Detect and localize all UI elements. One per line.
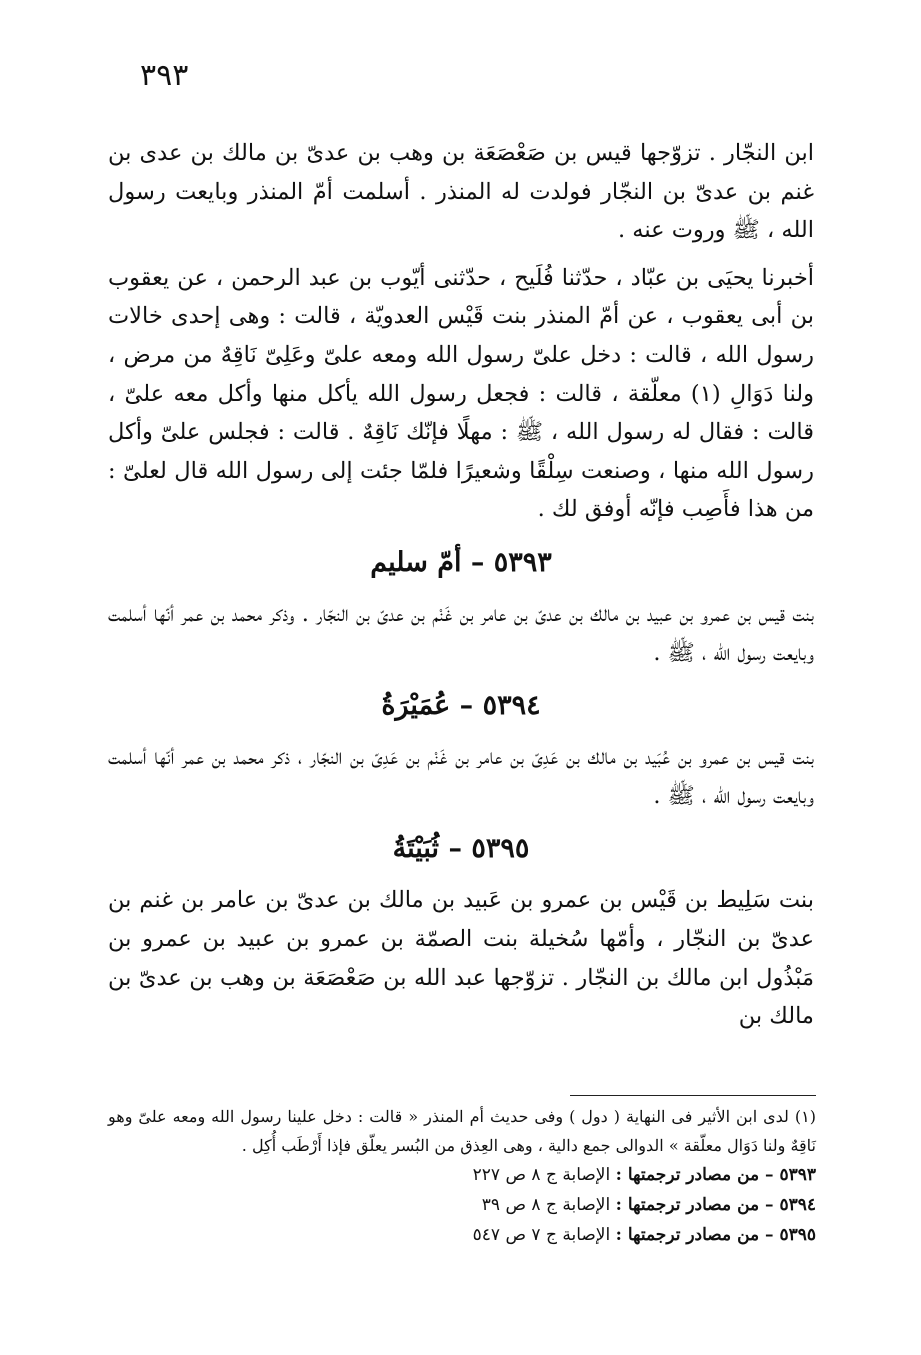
entry-heading-5394: ٥٣٩٤ – عُمَيْرَةُ [381,690,541,722]
footnote: (١) لدى ابن الأثير فى النهاية ( دول ) وفى حديث أم المنذر « قالت : دخل علينا رسول الله ومعه علىّ وهو نَاقِهٌ ولنا دَوَال معلّقة » الدوالى جمع دالية ، وهى العِذق من البُسر يعلّق فإذا أَرْطَب أُكِل . [108,1107,816,1155]
entry-heading-5395: ٥٣٩٥ – ثُبَيْتَةُ [392,833,530,865]
footnote-divider [570,1095,816,1096]
source-line [108,1190,816,1220]
entry-heading-5393: ٥٣٩٣ – أمّ سليم [370,546,552,578]
paragraph: ابن النجّار . تزوّجها قيس بن صَعْصَعَة بن وهب بن عدىّ بن مالك بن عدى بن غنم بن عدىّ بن النجّار فولدت له المنذر . أسلمت أمّ المنذر وبايعت رسول الله ، ﷺ وروت عنه . [108,140,814,244]
source-ref: الإصابة ج ٨ ص ٣٩ [481,1195,611,1215]
source-label: ٥٣٩٣ – من مصادر ترجمتها : [615,1165,816,1185]
source-ref: الإصابة ج ٨ ص ٢٢٧ [472,1165,611,1185]
source-line [108,1220,816,1250]
paragraph: بنت سَلِيط بن قَيْس بن عمرو بن عَبيد بن مالك بن عدىّ بن عامر بن غنم بن عدىّ بن النجّار ، وأمّها سُخيلة بنت الصمّة بن عمرو بن عبيد بن عمرو بن مَبْذُول ابن مالك بن النجّار . تزوّجها عبد الله بن صَعْصَعَة بن وهب بن عدىّ بن مالك بن [108,887,814,1030]
source-label: ٥٣٩٤ – من مصادر ترجمتها : [615,1195,816,1215]
paragraph: بنت قيس بن عمرو بن عبيد بن مالك بن عدىّ بن عامر بن غَنْم بن عدىّ بن النجّار . وذكر محمد بن عمر أنّها أسلمت وبايعت رسول الله ، ﷺ . [108,600,814,666]
footnotes [108,1102,816,1250]
paragraph: أخبرنا يحيَى بن عبّاد ، حدّثنا فُلَيح ، حدّثنى أيّوب بن عبد الرحمن ، عن يعقوب بن أبى يعقوب ، عن أمّ المنذر بنت قَيْس العدويّة ، قالت : وهى إحدى خالات رسول الله ، قالت : دخل علىّ رسول الله ومعه علىّ وعَلِىّ نَاقِهٌ من مرض ، ولنا دَوَالِ (١) معلّقة ، قالت : فجعل رسول الله يأكل منها وأكل معه علىّ ، قالت : فقال له رسول الله ، ﷺ : مهلًا فإنّك نَاقِهٌ . قالت : فجلس علىّ وأكل رسول الله منها ، وصنعت سِلْقًا وشعيرًا فلمّا جئت إلى رسول الله قال لعلىّ : من هذا فأَصِب فإنّه أوفق لك . [108,264,814,523]
source-label: ٥٣٩٥ – من مصادر ترجمتها : [615,1225,816,1245]
body-text [108,134,814,1036]
page-number: ٣٩٣ [140,58,189,93]
source-line [108,1160,816,1190]
source-ref: الإصابة ج ٧ ص ٥٤٧ [472,1225,611,1245]
paragraph: بنت قيس بن عمرو بن عُبَيد بن مالك بن عَدِىّ بن عامر بن غَنْم بن عَدِىّ بن النجّار ، ذكر محمد بن عمر أنّها أسلمت وبايعت رسول الله ، ﷺ . [108,744,814,809]
